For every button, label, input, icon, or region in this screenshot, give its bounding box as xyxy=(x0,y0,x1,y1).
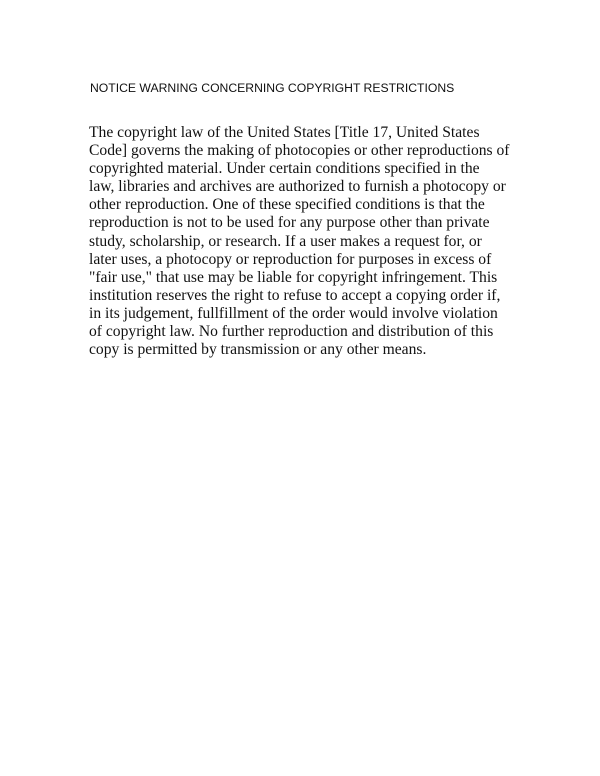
body-line: "fair use," that use may be liable for copyright infringement. This xyxy=(89,268,498,286)
body-line: reproduction is not to be used for any purpose other than private xyxy=(89,214,490,232)
body-line: copy is permitted by transmission or any other means. xyxy=(89,341,427,359)
body-line: law, libraries and archives are authorized to furnish a photocopy or xyxy=(89,178,506,196)
notice-title: NOTICE WARNING CONCERNING COPYRIGHT RESTRICTIONS xyxy=(90,81,455,95)
body-line: in its judgement, fullfillment of the order would involve violation xyxy=(89,304,498,322)
body-line: Code] governs the making of photocopies or other reproductions of xyxy=(89,142,510,160)
notice-body xyxy=(89,124,510,359)
body-line: later uses, a photocopy or reproduction for purposes in excess of xyxy=(89,250,492,268)
body-line: other reproduction. One of these specified conditions is that the xyxy=(89,196,485,214)
body-line: copyrighted material. Under certain conditions specified in the xyxy=(89,160,480,178)
body-line: The copyright law of the United States [Title 17, United States xyxy=(89,124,480,141)
body-line: institution reserves the right to refuse to accept a copying order if, xyxy=(89,286,501,304)
body-line: of copyright law. No further reproduction and distribution of this xyxy=(89,323,494,341)
body-line: study, scholarship, or research. If a user makes a request for, or xyxy=(89,232,482,250)
